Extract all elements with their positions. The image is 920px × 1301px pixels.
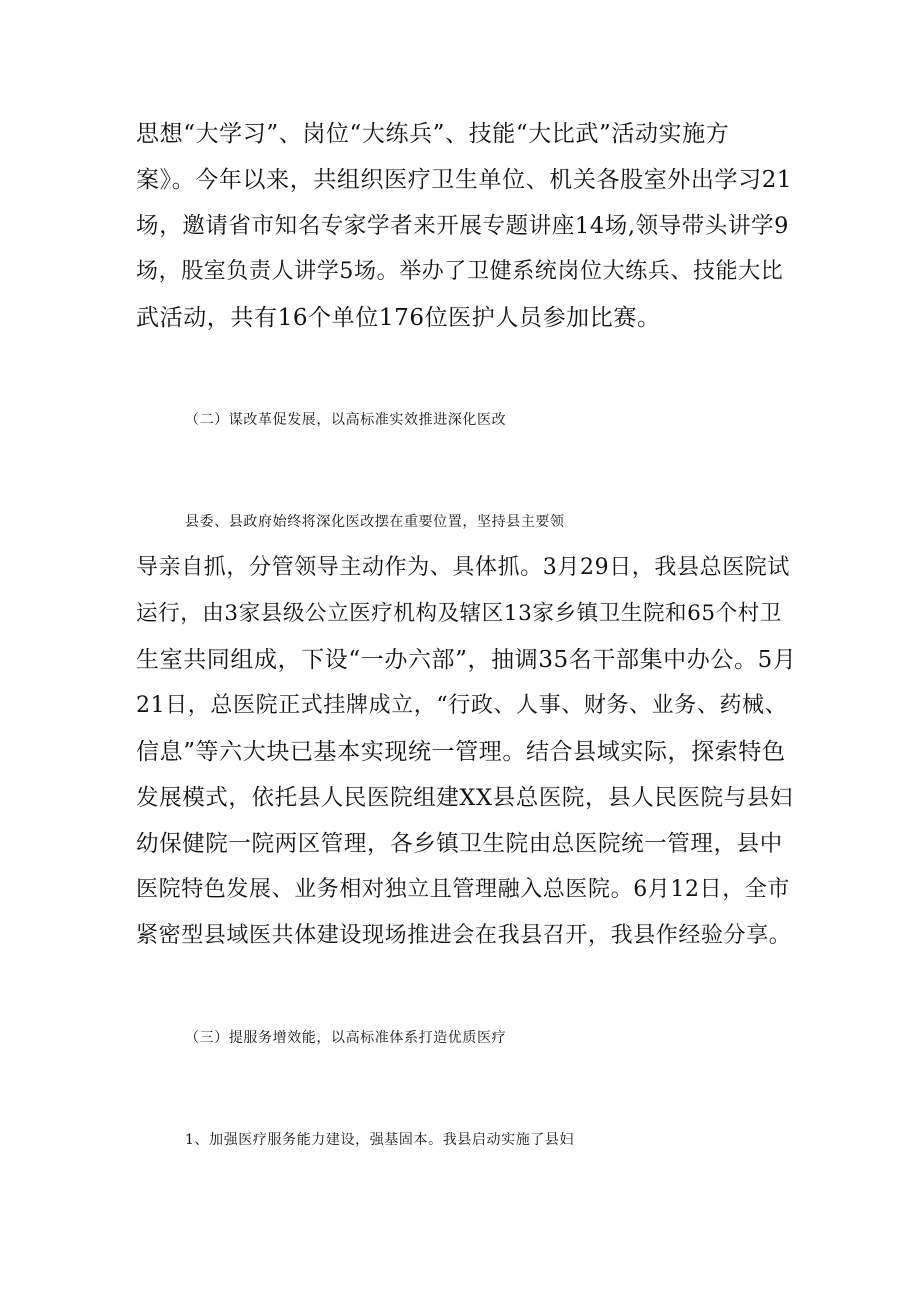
paragraph2-line-8: 幼保健院一院两区管理，各乡镇卫生院由总医院统一管理，县中 (136, 831, 783, 857)
paragraph2-line-4: 生室共同组成，下设“一办六部”，抽调35名干部集中办公。5月 (136, 647, 797, 673)
paragraph2-line-1: 县委、县政府始终将深化医改摆在重要位置，坚持县主要领 (185, 514, 565, 530)
paragraph3-line-1: 1、加强医疗服务能力建设，强基固本。我县启动实施了县妇 (185, 1132, 575, 1148)
paragraph1-line-2: 案》。今年以来，共组织医疗卫生单位、机关各股室外出学习21 (136, 167, 793, 193)
paragraph2-line-5: 21日，总医院正式挂牌成立，“行政、人事、财务、业务、药械、 (136, 693, 788, 718)
section-heading-3: （三）提服务增效能，以高标准体系打造优质医疗 (185, 1030, 507, 1046)
paragraph2-line-9: 医院特色发展、业务相对独立且管理融入总医院。6月12日，全市 (136, 877, 790, 902)
paragraph1-line-1: 思想“大学习”、岗位“大练兵”、技能“大比武”活动实施方 (136, 121, 730, 147)
paragraph2-line-10: 紧密型县域医共体建设现场推进会在我县召开，我县作经验分享。 (136, 923, 792, 948)
paragraph2-line-6: 信息”等六大块已基本实现统一管理。结合县域实际，探索特色 (136, 739, 786, 765)
paragraph1-line-3: 场，邀请省市知名专家学者来开展专题讲座14场,领导带头讲学9 (136, 213, 790, 239)
paragraph1-line-5: 武活动，共有16个单位176位医护人员参加比赛。 (136, 305, 661, 331)
paragraph2-line-2: 导亲自抓，分管领导主动作为、具体抓。3月29日，我县总医院试 (136, 555, 790, 580)
section-heading-2: （二）谋改革促发展，以高标准实效推进深化医改 (185, 412, 507, 428)
paragraph1-line-4: 场，股室负责人讲学5场。举办了卫健系统岗位大练兵、技能大比 (136, 259, 784, 284)
paragraph2-line-7: 发展模式，依托县人民医院组建XX县总医院，县人民医院与县妇 (136, 785, 793, 811)
paragraph2-line-3: 运行，由3家县级公立医疗机构及辖区13家乡镇卫生院和65个村卫 (136, 601, 782, 626)
